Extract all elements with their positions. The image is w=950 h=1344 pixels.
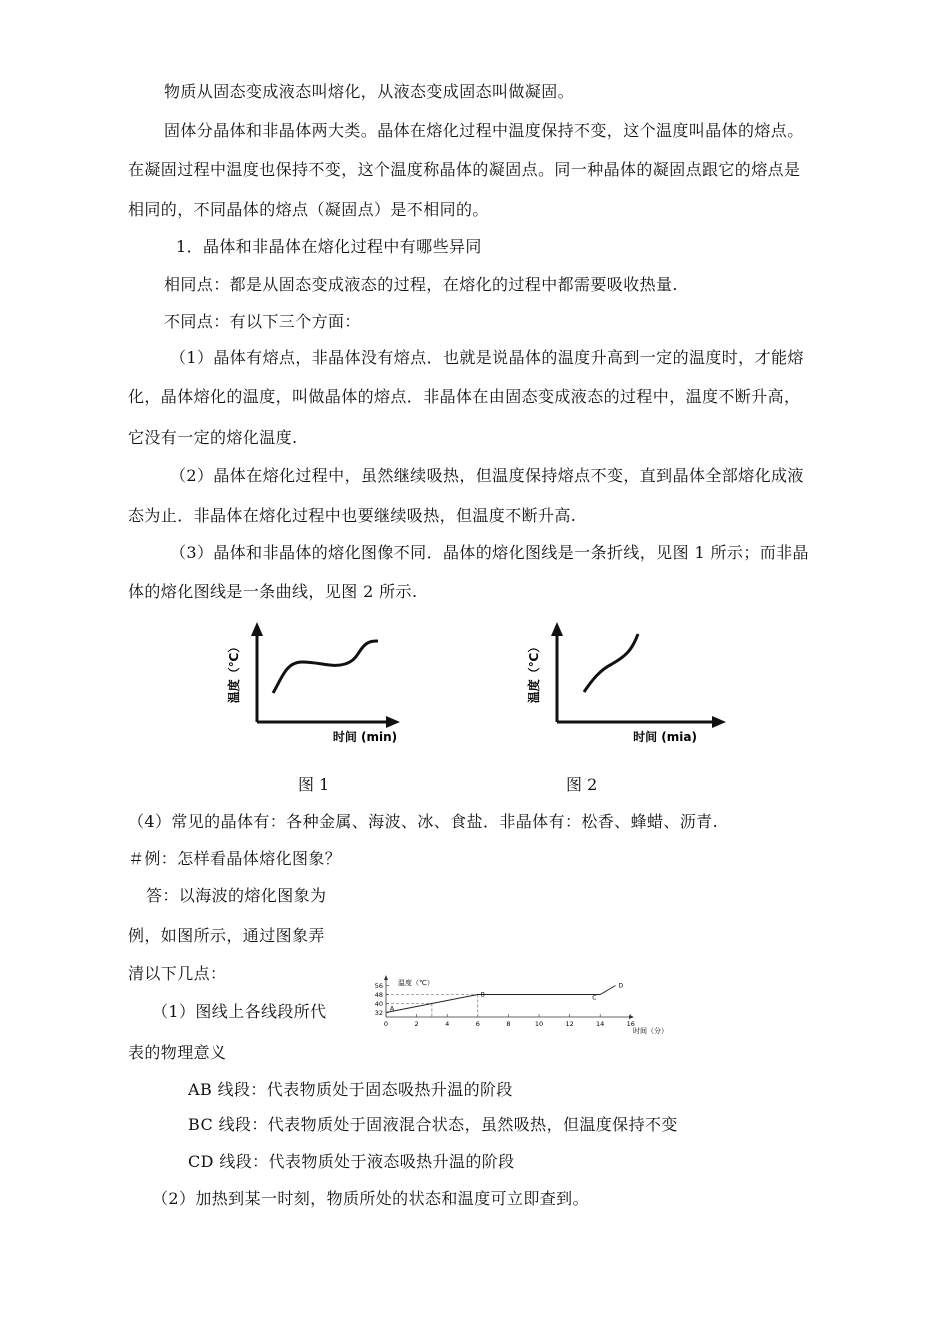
text-line: 例，如图所示，通过图象弄 [128, 926, 325, 945]
text-line: 在凝固过程中温度也保持不变，这个温度称晶体的凝固点。同一种晶体的凝固点跟它的熔点是 [128, 160, 801, 179]
chart-marks [386, 983, 624, 1018]
x-tick-label: 6 [475, 1020, 480, 1028]
x-tick-label: 8 [506, 1020, 511, 1028]
text-line: 相同的，不同晶体的熔点（凝固点）是不相同的。 [128, 200, 489, 219]
x-tick-label: 16 [626, 1020, 635, 1028]
y-axis-label: 温度（℃） [398, 979, 434, 987]
text-line: （4）常见的晶体有：各种金属、海波、冰、食盐．非晶体有：松香、蜂蜡、沥青. [128, 812, 719, 831]
text-line: 清以下几点： [128, 964, 227, 983]
y-axis-label: 温度（℃） [227, 640, 241, 704]
section-heading: 1．晶体和非晶体在熔化过程中有哪些异同 [176, 237, 482, 256]
x-tick-label: 2 [414, 1020, 419, 1028]
figure-1-chart [220, 620, 420, 750]
y-axis-arrow-icon [551, 622, 563, 636]
y-axis-label: 温度（℃） [527, 640, 541, 704]
figure-1-caption: 图 1 [298, 775, 330, 794]
melting-line [386, 986, 616, 1013]
point-label: B [480, 991, 485, 999]
point-label: D [618, 982, 624, 990]
y-tick-label: 40 [374, 1000, 383, 1008]
x-tick-label: 0 [383, 1020, 389, 1028]
x-axis-arrow-icon [629, 1015, 634, 1019]
x-tick-label: 14 [596, 1020, 605, 1028]
x-tick-label: 4 [445, 1020, 450, 1028]
text-line: （1）图线上各线段所代 [152, 1002, 327, 1021]
melting-curve [584, 634, 638, 692]
text-line: 态为止．非晶体在熔化过程中也要继续吸热，但温度不断升高. [128, 506, 577, 525]
text-line: 化，晶体熔化的温度，叫做晶体的熔点．非晶体在由固态变成液态的过程中，温度不断升高， [128, 387, 801, 406]
text-line: （2）加热到某一时刻，物质所处的状态和温度可立即查到。 [152, 1189, 589, 1208]
text-line: 表的物理意义 [128, 1043, 227, 1062]
text-line: CD 线段：代表物质处于液态吸热升温的阶段 [188, 1152, 515, 1171]
melting-curve [273, 641, 378, 693]
text-line: ＃例：怎样看晶体熔化图象？ [128, 849, 342, 868]
x-axis-label: 时间 (mia) [633, 730, 697, 744]
text-line: 固体分晶体和非晶体两大类。晶体在熔化过程中温度保持不变，这个温度叫晶体的熔点。 [164, 121, 804, 140]
text-line: 它没有一定的熔化温度. [128, 428, 298, 447]
text-line: BC 线段：代表物质处于固液混合状态，虽然吸热，但温度保持不变 [188, 1115, 678, 1134]
text-line: 不同点：有以下三个方面： [164, 312, 361, 331]
text-line: 物质从固态变成液态叫熔化，从液态变成固态叫做凝固。 [164, 82, 575, 101]
text-line: （1）晶体有熔点，非晶体没有熔点．也就是说晶体的温度升高到一定的温度时，才能熔 [170, 348, 804, 367]
text-line: （2）晶体在熔化过程中，虽然继续吸热，但温度保持熔点不变，直到晶体全部熔化成液 [170, 466, 804, 485]
y-tick-label: 32 [374, 1009, 383, 1017]
y-tick-label: 56 [374, 982, 383, 990]
figure-2-chart [520, 620, 720, 750]
y-axis-arrow-icon [384, 975, 388, 980]
text-line: 相同点：都是从固态变成液态的过程，在熔化的过程中都需要吸收热量. [164, 275, 678, 294]
text-line: 体的熔化图线是一条曲线，见图 2 所示. [128, 582, 418, 601]
hypo-chart-svg [368, 975, 698, 1045]
y-tick-label: 48 [374, 991, 383, 999]
y-axis-arrow-icon [251, 622, 263, 636]
chart-ticks [375, 982, 635, 1028]
x-axis-label: 时间 (min) [332, 730, 398, 744]
x-axis-arrow-icon [386, 716, 400, 728]
x-tick-label: 12 [565, 1020, 574, 1028]
text-line: AB 线段：代表物质处于固态吸热升温的阶段 [188, 1080, 513, 1099]
text-line: 答：以海波的熔化图象为 [146, 886, 327, 905]
text-line: （3）晶体和非晶体的熔化图像不同．晶体的熔化图线是一条折线，见图 1 所示；而非晶 [170, 543, 809, 562]
point-label: C [592, 994, 597, 1002]
x-axis-arrow-icon [712, 716, 726, 728]
x-axis-label: 时间（分） [633, 1027, 668, 1035]
x-tick-label: 10 [534, 1020, 544, 1028]
point-label: A [390, 1005, 395, 1013]
figure-2-caption: 图 2 [566, 775, 598, 794]
